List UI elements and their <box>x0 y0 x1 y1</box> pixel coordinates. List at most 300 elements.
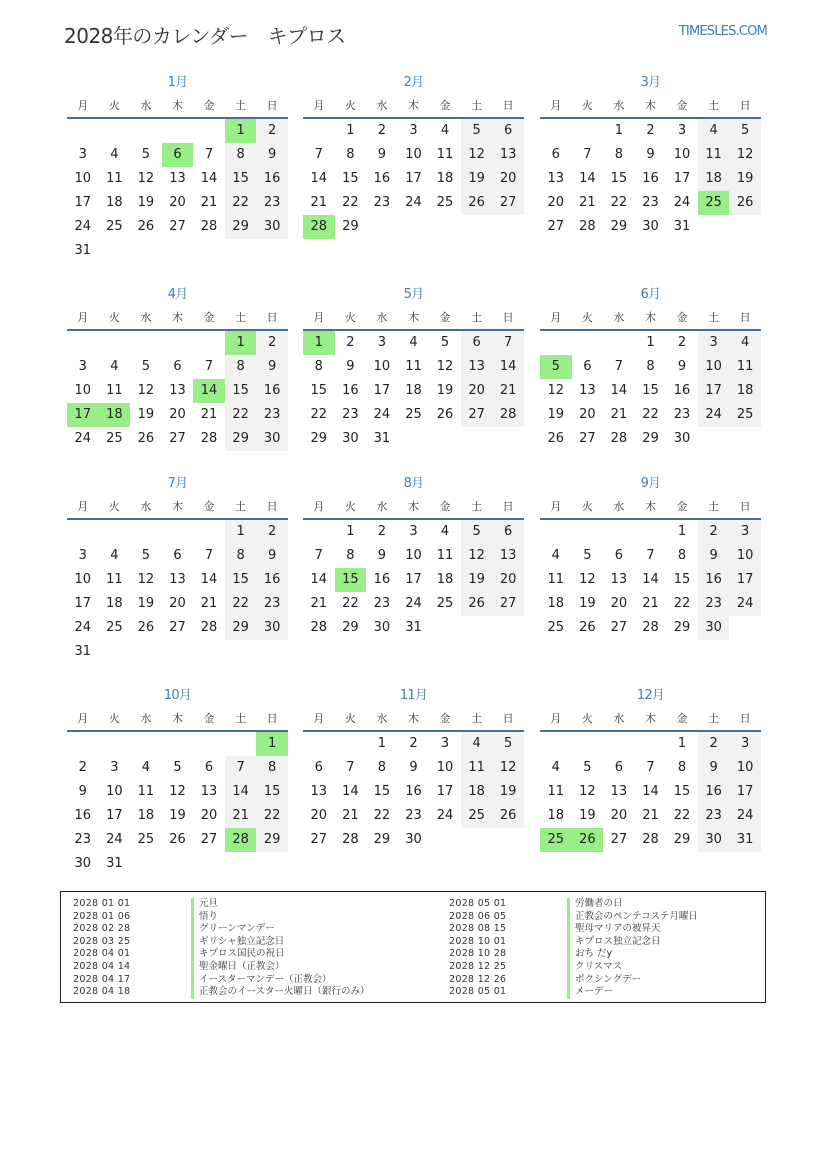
weekday-label: 金 <box>676 500 688 513</box>
day-cell: 12 <box>169 784 186 799</box>
month-name: 3月 <box>640 75 661 90</box>
day-cell: 23 <box>74 832 92 847</box>
holiday-date: 2028 04 17 <box>73 973 131 985</box>
weekday-label: 日 <box>502 99 514 112</box>
day-cell: 8 <box>377 760 387 775</box>
day-cell: 30 <box>698 828 730 852</box>
day-cell: 29 <box>342 620 359 635</box>
holiday-entry <box>73 986 370 999</box>
weekday-header <box>540 94 761 119</box>
month-9 <box>540 473 761 640</box>
day-cell: 26 <box>579 620 596 635</box>
day-cell: 27 <box>310 832 328 847</box>
holiday-date: 2028 02 28 <box>73 923 131 935</box>
weekday-label: 火 <box>108 99 120 112</box>
day-cell: 3 <box>377 335 387 350</box>
day-cell: 23 <box>256 592 288 616</box>
day-cell: 12 <box>579 784 596 799</box>
day-cell: 16 <box>642 171 659 186</box>
weekday-label: 火 <box>108 712 120 725</box>
day-cell: 9 <box>409 760 418 775</box>
empty-cell <box>540 520 572 544</box>
day-cell: 12 <box>492 756 524 780</box>
holiday-day: 25 <box>540 828 572 852</box>
day-cell: 24 <box>729 592 761 616</box>
day-cell: 22 <box>373 808 391 823</box>
day-cell: 12 <box>436 359 454 374</box>
day-cell: 4 <box>461 732 493 756</box>
holiday-name: クリスマス <box>567 961 622 974</box>
day-cell: 24 <box>74 219 92 234</box>
day-cell: 5 <box>440 335 450 350</box>
day-cell: 25 <box>461 804 493 828</box>
empty-cell <box>603 732 635 756</box>
empty-cell <box>193 520 225 544</box>
holiday-entry <box>449 911 698 924</box>
holiday-name: 正教会のイースター火曜日（銀行のみ） <box>191 986 370 999</box>
day-cell: 26 <box>137 219 155 234</box>
day-cell: 14 <box>492 355 524 379</box>
holiday-column-left <box>73 898 370 999</box>
day-cell: 25 <box>137 832 155 847</box>
day-cell: 16 <box>373 171 391 186</box>
day-cell: 14 <box>310 572 328 587</box>
day-cell: 10 <box>405 548 422 563</box>
day-cell: 24 <box>373 407 391 422</box>
day-cell: 16 <box>698 568 730 592</box>
weekday-label: 木 <box>407 311 419 324</box>
day-cell: 10 <box>729 756 761 780</box>
day-cell: 21 <box>642 808 659 823</box>
empty-cell <box>540 331 572 355</box>
weekday-label: 月 <box>550 712 562 725</box>
day-cell: 14 <box>610 383 628 398</box>
day-cell: 26 <box>729 191 761 215</box>
day-cell: 16 <box>342 383 359 398</box>
month-name: 8月 <box>403 476 424 491</box>
holiday-name: 悟り <box>191 911 218 924</box>
weekday-label: 日 <box>502 712 514 725</box>
day-cell: 15 <box>342 171 359 186</box>
day-cell: 14 <box>579 171 596 186</box>
month-name: 7月 <box>167 476 188 491</box>
holiday-day: 28 <box>225 828 257 852</box>
weekday-label: 金 <box>676 99 688 112</box>
month-8 <box>303 473 524 640</box>
day-cell: 16 <box>74 808 92 823</box>
day-cell: 4 <box>551 760 560 775</box>
day-cell: 25 <box>729 403 761 427</box>
day-cell: 7 <box>614 359 624 374</box>
day-cell: 9 <box>256 355 288 379</box>
empty-cell <box>130 119 162 143</box>
day-cell: 13 <box>310 784 328 799</box>
day-grid <box>67 331 288 451</box>
empty-cell <box>67 119 99 143</box>
weekday-header <box>303 94 524 119</box>
day-cell: 9 <box>78 784 87 799</box>
day-cell: 13 <box>169 572 186 587</box>
holiday-name: キプロス独立記念日 <box>567 936 661 949</box>
day-cell: 6 <box>173 359 182 374</box>
day-cell: 22 <box>642 407 659 422</box>
day-cell: 26 <box>492 804 524 828</box>
weekday-label: 日 <box>266 311 278 324</box>
day-cell: 2 <box>256 119 288 143</box>
weekday-label: 火 <box>108 500 120 513</box>
empty-cell <box>540 119 572 143</box>
month-1 <box>67 72 288 263</box>
holiday-day: 18 <box>99 403 131 427</box>
holiday-name: ボクシングデー <box>567 974 641 987</box>
empty-cell <box>303 119 335 143</box>
weekday-label: 月 <box>550 99 562 112</box>
holiday-date: 2028 03 25 <box>73 935 131 947</box>
day-cell: 20 <box>579 407 596 422</box>
day-cell: 31 <box>106 856 123 871</box>
day-cell: 25 <box>436 195 454 210</box>
day-cell: 5 <box>492 732 524 756</box>
weekday-label: 木 <box>171 712 183 725</box>
day-cell: 14 <box>310 171 328 186</box>
day-cell: 5 <box>141 548 151 563</box>
empty-cell <box>99 119 131 143</box>
day-cell: 8 <box>646 359 655 374</box>
day-cell: 5 <box>583 760 592 775</box>
day-cell: 19 <box>137 407 155 422</box>
weekday-label: 木 <box>171 311 183 324</box>
weekday-header <box>540 306 761 331</box>
day-cell: 17 <box>405 171 422 186</box>
day-cell: 17 <box>405 572 422 587</box>
day-cell: 27 <box>461 403 493 427</box>
day-cell: 9 <box>377 147 387 162</box>
day-cell: 7 <box>583 147 592 162</box>
day-cell: 30 <box>74 856 92 871</box>
empty-cell <box>225 732 257 756</box>
weekday-label: 水 <box>376 500 388 513</box>
weekday-label: 土 <box>471 500 483 513</box>
day-cell: 4 <box>729 331 761 355</box>
holiday-entry <box>449 974 698 987</box>
day-cell: 18 <box>137 808 155 823</box>
day-cell: 30 <box>256 215 288 239</box>
day-cell: 8 <box>225 544 257 568</box>
day-cell: 17 <box>698 379 730 403</box>
weekday-label: 月 <box>550 311 562 324</box>
day-cell: 25 <box>547 620 565 635</box>
day-cell: 20 <box>169 195 186 210</box>
empty-cell <box>162 732 194 756</box>
weekday-label: 土 <box>708 500 720 513</box>
weekday-label: 土 <box>708 311 720 324</box>
day-cell: 24 <box>729 804 761 828</box>
day-cell: 1 <box>377 736 387 751</box>
day-cell: 10 <box>74 383 92 398</box>
holiday-name: メーデー <box>567 986 613 999</box>
day-cell: 13 <box>461 355 493 379</box>
day-cell: 2 <box>646 123 655 138</box>
day-cell: 22 <box>673 808 691 823</box>
day-cell: 4 <box>110 147 119 162</box>
day-cell: 17 <box>74 596 92 611</box>
day-cell: 25 <box>405 407 422 422</box>
day-cell: 8 <box>614 147 624 162</box>
day-cell: 8 <box>677 548 687 563</box>
day-cell: 11 <box>436 147 454 162</box>
weekday-label: 土 <box>235 99 247 112</box>
holiday-entry <box>73 974 370 987</box>
holiday-entry <box>73 948 370 961</box>
day-cell: 30 <box>373 620 391 635</box>
holiday-name: キプロス国民の祝日 <box>191 948 285 961</box>
day-cell: 7 <box>646 548 655 563</box>
day-cell: 21 <box>200 596 218 611</box>
day-cell: 27 <box>610 832 628 847</box>
day-grid <box>303 520 524 640</box>
day-cell: 3 <box>78 147 87 162</box>
holiday-day: 1 <box>225 331 257 355</box>
month-5 <box>303 284 524 451</box>
day-cell: 13 <box>169 383 186 398</box>
site-link[interactable]: TIMESLES.COM <box>678 24 767 39</box>
day-cell: 4 <box>440 524 450 539</box>
weekday-label: 日 <box>739 99 751 112</box>
day-cell: 20 <box>610 596 628 611</box>
day-cell: 7 <box>492 331 524 355</box>
day-cell: 10 <box>106 784 123 799</box>
day-cell: 9 <box>646 147 655 162</box>
month-name: 1月 <box>167 75 188 90</box>
day-cell: 15 <box>225 379 257 403</box>
day-cell: 30 <box>642 219 659 234</box>
day-grid <box>303 732 524 852</box>
day-cell: 31 <box>673 219 691 234</box>
weekday-label: 火 <box>581 500 593 513</box>
weekday-label: 日 <box>266 712 278 725</box>
day-cell: 25 <box>106 219 123 234</box>
weekday-header <box>303 707 524 732</box>
day-cell: 19 <box>547 407 565 422</box>
holiday-name: おち だy <box>567 948 612 961</box>
weekday-label: 金 <box>203 500 215 513</box>
day-cell: 13 <box>610 572 628 587</box>
day-cell: 16 <box>256 568 288 592</box>
day-grid <box>540 331 761 451</box>
day-cell: 22 <box>225 403 257 427</box>
holiday-day: 6 <box>162 143 194 167</box>
weekday-label: 日 <box>502 500 514 513</box>
day-cell: 17 <box>74 195 92 210</box>
day-cell: 6 <box>204 760 214 775</box>
weekday-label: 金 <box>439 99 451 112</box>
day-cell: 19 <box>729 167 761 191</box>
day-cell: 22 <box>225 592 257 616</box>
empty-cell <box>130 331 162 355</box>
empty-cell <box>193 331 225 355</box>
day-cell: 21 <box>200 407 218 422</box>
holiday-entry <box>449 923 698 936</box>
day-cell: 4 <box>141 760 151 775</box>
day-cell: 23 <box>698 804 730 828</box>
weekday-label: 水 <box>140 500 152 513</box>
day-cell: 7 <box>314 147 323 162</box>
day-cell: 6 <box>614 760 624 775</box>
holiday-entry <box>449 961 698 974</box>
day-cell: 9 <box>346 359 355 374</box>
weekday-label: 木 <box>407 712 419 725</box>
day-grid <box>67 119 288 263</box>
day-cell: 28 <box>200 431 218 446</box>
weekday-label: 日 <box>266 500 278 513</box>
day-cell: 30 <box>256 616 288 640</box>
weekday-label: 月 <box>313 99 325 112</box>
day-cell: 26 <box>461 592 493 616</box>
day-cell: 27 <box>492 191 524 215</box>
holiday-name: 労働者の日 <box>567 898 623 911</box>
day-cell: 4 <box>440 123 450 138</box>
weekday-label: 木 <box>407 500 419 513</box>
day-cell: 22 <box>673 596 691 611</box>
day-cell: 17 <box>106 808 123 823</box>
day-cell: 4 <box>110 548 119 563</box>
holiday-column-right <box>449 898 698 999</box>
empty-cell <box>67 331 99 355</box>
empty-cell <box>193 732 225 756</box>
holiday-day: 1 <box>225 119 257 143</box>
day-cell: 11 <box>106 383 123 398</box>
day-cell: 29 <box>642 431 659 446</box>
empty-cell <box>193 119 225 143</box>
day-cell: 11 <box>698 143 730 167</box>
day-grid <box>540 732 761 852</box>
day-cell: 6 <box>492 520 524 544</box>
page-title: 2028年のカレンダー キプロス <box>64 24 346 48</box>
day-cell: 16 <box>373 572 391 587</box>
day-cell: 2 <box>409 736 418 751</box>
day-cell: 2 <box>346 335 355 350</box>
day-cell: 22 <box>310 407 328 422</box>
day-cell: 18 <box>547 596 565 611</box>
day-cell: 5 <box>461 520 493 544</box>
day-cell: 28 <box>342 832 359 847</box>
day-cell: 22 <box>342 195 359 210</box>
day-cell: 19 <box>579 808 596 823</box>
holiday-entry <box>73 898 370 911</box>
day-cell: 7 <box>346 760 355 775</box>
weekday-label: 木 <box>644 500 656 513</box>
day-cell: 15 <box>373 784 391 799</box>
day-cell: 1 <box>646 335 655 350</box>
day-cell: 30 <box>256 427 288 451</box>
day-cell: 29 <box>673 832 691 847</box>
day-cell: 11 <box>547 572 565 587</box>
day-cell: 27 <box>547 219 565 234</box>
weekday-label: 木 <box>171 99 183 112</box>
month-11 <box>303 685 524 852</box>
day-cell: 5 <box>461 119 493 143</box>
day-cell: 6 <box>461 331 493 355</box>
day-cell: 16 <box>405 784 422 799</box>
day-cell: 29 <box>225 616 257 640</box>
day-cell: 30 <box>405 832 422 847</box>
day-cell: 16 <box>256 379 288 403</box>
day-cell: 19 <box>461 167 493 191</box>
day-cell: 5 <box>583 548 592 563</box>
day-cell: 28 <box>200 219 218 234</box>
day-cell: 14 <box>225 780 257 804</box>
day-cell: 8 <box>677 760 687 775</box>
day-cell: 19 <box>137 195 155 210</box>
weekday-label: 木 <box>171 500 183 513</box>
day-cell: 20 <box>310 808 328 823</box>
day-cell: 20 <box>200 808 218 823</box>
day-cell: 24 <box>436 808 454 823</box>
day-cell: 21 <box>310 596 328 611</box>
weekday-label: 木 <box>644 311 656 324</box>
weekday-label: 火 <box>344 500 356 513</box>
day-cell: 10 <box>74 171 92 186</box>
day-cell: 2 <box>256 331 288 355</box>
day-cell: 12 <box>729 143 761 167</box>
day-cell: 15 <box>673 784 691 799</box>
day-cell: 26 <box>436 407 454 422</box>
day-cell: 8 <box>256 756 288 780</box>
day-cell: 23 <box>373 195 391 210</box>
holiday-entry <box>73 923 370 936</box>
day-cell: 24 <box>74 620 92 635</box>
day-cell: 20 <box>169 596 186 611</box>
day-cell: 14 <box>642 784 659 799</box>
empty-cell <box>603 520 635 544</box>
day-grid <box>67 520 288 664</box>
day-cell: 27 <box>200 832 218 847</box>
day-cell: 23 <box>673 407 691 422</box>
holiday-entry <box>73 911 370 924</box>
weekday-label: 水 <box>140 712 152 725</box>
day-cell: 31 <box>74 644 92 659</box>
holiday-name: 正教会のペンテコステ月曜日 <box>567 911 698 924</box>
day-cell: 19 <box>461 568 493 592</box>
holiday-day: 17 <box>67 403 99 427</box>
day-cell: 11 <box>729 355 761 379</box>
holiday-day: 5 <box>540 355 572 379</box>
day-cell: 13 <box>492 143 524 167</box>
holiday-day: 1 <box>303 331 335 355</box>
day-cell: 3 <box>78 359 87 374</box>
day-cell: 19 <box>436 383 454 398</box>
holiday-date: 2028 01 06 <box>73 910 131 922</box>
day-cell: 6 <box>314 760 323 775</box>
day-cell: 1 <box>225 520 257 544</box>
empty-cell <box>67 520 99 544</box>
holiday-name: 聖母マリアの被昇天 <box>567 923 661 936</box>
day-grid <box>303 331 524 451</box>
weekday-header <box>67 306 288 331</box>
day-cell: 3 <box>78 548 87 563</box>
day-cell: 3 <box>409 123 418 138</box>
month-3 <box>540 72 761 239</box>
month-12 <box>540 685 761 852</box>
day-grid <box>540 119 761 239</box>
day-cell: 4 <box>110 359 119 374</box>
empty-cell <box>572 520 604 544</box>
day-cell: 10 <box>373 359 391 374</box>
month-name: 5月 <box>403 287 424 302</box>
holiday-date: 2028 05 01 <box>449 898 507 909</box>
weekday-label: 水 <box>376 311 388 324</box>
day-cell: 22 <box>610 195 628 210</box>
